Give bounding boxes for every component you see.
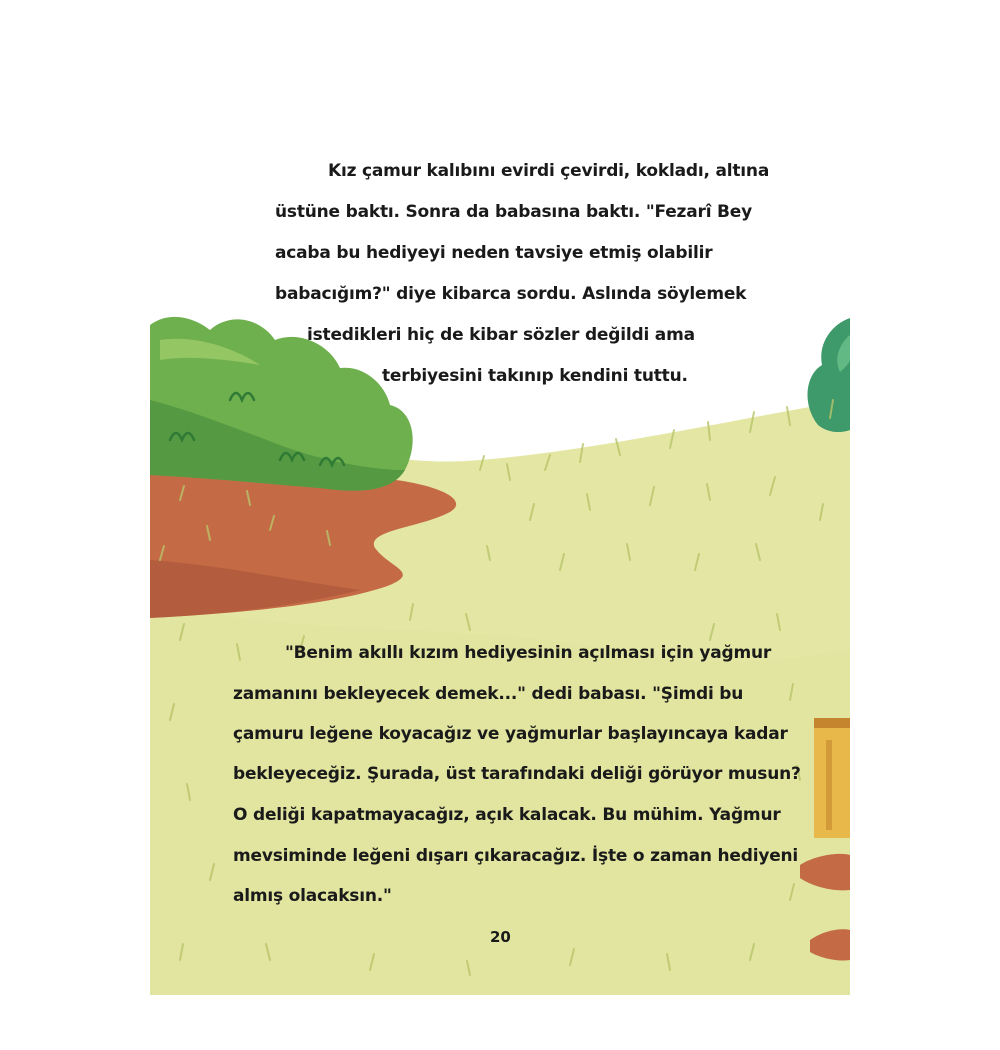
top-text-line-3: acaba bu hediyeyi neden tavsiye etmiş olabilir bbox=[275, 243, 713, 263]
top-text-line-6: terbiyesini takınıp kendini tuttu. bbox=[382, 366, 688, 386]
book-page bbox=[150, 0, 850, 995]
page-number: 20 bbox=[490, 928, 511, 946]
bottom-text-line-3: çamuru leğene koyacağız ve yağmurlar başlayıncaya kadar bbox=[233, 724, 788, 744]
bottom-text-line-7: almış olacaksın." bbox=[233, 886, 392, 906]
top-text-line-1: Kız çamur kalıbını evirdi çevirdi, kokladı, altına bbox=[328, 161, 770, 181]
top-text-line-4: babacığım?" diye kibarca sordu. Aslında söylemek bbox=[275, 284, 747, 304]
bottom-text-line-5: O deliği kapatmayacağız, açık kalacak. Bu mühim. Yağmur bbox=[233, 805, 781, 825]
bottom-text-line-4: bekleyeceğiz. Şurada, üst tarafındaki deliği görüyor musun? bbox=[233, 764, 801, 784]
bottom-text-line-2: zamanını bekleyecek demek..." dedi babası. "Şimdi bu bbox=[233, 684, 744, 704]
top-text-line-2: üstüne baktı. Sonra da babasına baktı. "Fezarî Bey bbox=[275, 202, 753, 222]
bottom-text-line-6: mevsiminde leğeni dışarı çıkaracağız. İşte o zaman hediyeni bbox=[233, 846, 799, 866]
wooden-box-slat bbox=[826, 740, 832, 830]
top-text-line-5: istedikleri hiç de kibar sözler değildi ama bbox=[307, 325, 695, 345]
bottom-text-line-1: "Benim akıllı kızım hediyesinin açılması için yağmur bbox=[285, 643, 772, 663]
tree-right bbox=[807, 318, 850, 432]
wooden-box-edge bbox=[814, 718, 850, 728]
